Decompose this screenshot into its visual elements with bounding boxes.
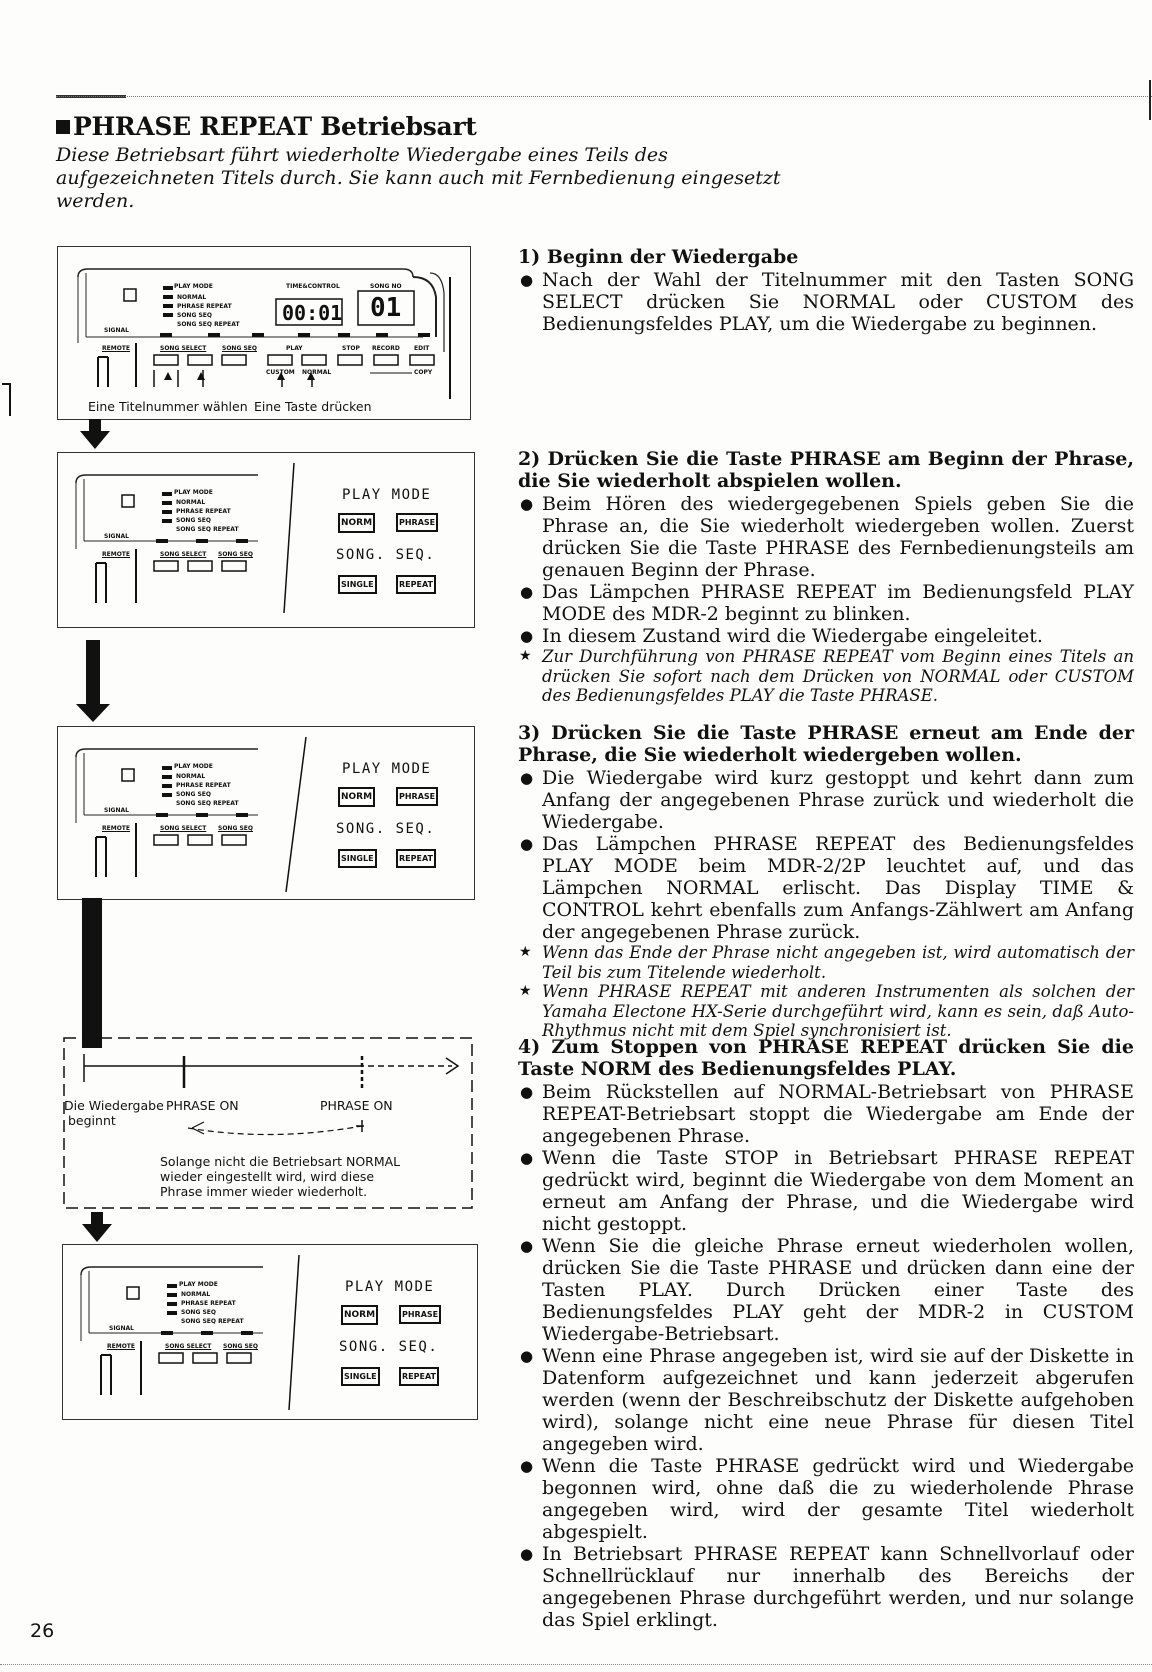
title-square-bullet [56, 120, 70, 134]
panel-label-song-select: SONG SELECT [165, 1343, 212, 1350]
left-margin-mark [0, 380, 14, 420]
right-margin-mark [1149, 80, 1151, 120]
label-phrase-on-1: PHRASE ON [166, 1098, 239, 1113]
phrase-button: PHRASE [396, 513, 438, 532]
play-mode-heading: PLAY MODE [345, 1279, 435, 1295]
norm-button: NORM [338, 787, 375, 807]
vertical-thick-bar [82, 898, 102, 1048]
bottom-rule [0, 1664, 1152, 1665]
panel-label-song-seq-btn: SONG SEQ [218, 825, 253, 832]
panel-label-normal: NORMAL [176, 499, 206, 506]
panel-label-time-control: TIME&CONTROL [286, 283, 340, 290]
diagram-step3-panel [57, 726, 475, 900]
section-1-heading: 1) Beginn der Wiedergabe [518, 246, 799, 268]
section-2-item-1: ● Beim Hören des wiedergegebenen Spiels geben Sie die Phrase an, die Sie wiederholt wiedergeben wollen. Zuerst drücken Sie die Taste PHRASE des Fernbedienungsteils am genauen Beginn der Phrase. [518, 493, 1134, 581]
section-4-item-6: ● In Betriebsart PHRASE REPEAT kann Schnellvorlauf oder Schnellrücklauf nur innerhalb des Bereichs der angegebenen Phrase durchgeführt werden, und nur solange das Spiel erklingt. [518, 1543, 1134, 1631]
panel-label-copy: COPY [414, 369, 433, 376]
panel-label-signal: SIGNAL [104, 327, 129, 334]
diagram-step1-panel [57, 246, 471, 420]
panel-label-play: PLAY [286, 345, 303, 352]
play-mode-heading: PLAY MODE [342, 487, 432, 503]
panel-label-remote: REMOTE [107, 1343, 135, 1350]
panel-label-remote: REMOTE [102, 345, 130, 352]
panel-label-signal: SIGNAL [109, 1325, 134, 1332]
label-playback-starts-2: beginnt [68, 1113, 116, 1128]
panel-label-normal: NORMAL [177, 294, 207, 301]
panel-label-play-mode: PLAY MODE [179, 1281, 218, 1288]
timeline-box [62, 1036, 474, 1210]
panel-label-play-mode: PLAY MODE [174, 489, 213, 496]
panel-label-song-select: SONG SELECT [160, 551, 207, 558]
repeat-button: REPEAT [396, 575, 436, 594]
section-2 [518, 448, 1134, 706]
label-playback-starts-1: Die Wiedergabe [64, 1098, 164, 1113]
panel-label-song-select: SONG SELECT [160, 345, 207, 352]
caption-choose-title: Eine Titelnummer wählen [88, 399, 248, 414]
panel-label-normal: NORMAL [181, 1291, 211, 1298]
song-seq-heading: SONG. SEQ. [336, 821, 436, 837]
panel-label-phrase-repeat: PHRASE REPEAT [176, 782, 231, 789]
section-4-item-1: ● Beim Rückstellen auf NORMAL-Betriebsart von PHRASE REPEAT-Betriebsart stoppt die Wiedergabe am Ende der angegebenen Phrase. [518, 1081, 1134, 1147]
diagram-step4-panel [62, 1244, 478, 1420]
panel-label-song-seq: SONG SEQ [176, 517, 211, 524]
section-2-item-2: ● Das Lämpchen PHRASE REPEAT im Bedienungsfeld PLAY MODE des MDR-2 beginnt zu blinken. [518, 581, 1134, 625]
panel-label-song-seq: SONG SEQ [181, 1309, 216, 1316]
panel-label-song-seq-btn: SONG SEQ [223, 1343, 258, 1350]
panel-label-song-seq-btn: SONG SEQ [218, 551, 253, 558]
panel-label-song-select: SONG SELECT [160, 825, 207, 832]
diagram-step4-drawing [63, 1245, 477, 1419]
diagram-step2-drawing [58, 453, 474, 627]
single-button: SINGLE [338, 849, 377, 868]
song-number-display: 01 [370, 293, 402, 323]
norm-button: NORM [338, 513, 375, 533]
panel-label-remote: REMOTE [102, 551, 130, 558]
top-rule [56, 96, 1152, 97]
small-down-arrow-3 [80, 1212, 114, 1244]
panel-label-song-seq-repeat: SONG SEQ REPEAT [177, 321, 240, 328]
section-3-heading: 3) Drücken Sie die Taste PHRASE erneut am Ende der Phrase, die Sie wiederholt wiedergeben wollen. [518, 722, 1134, 766]
page-title [56, 112, 477, 141]
section-2-note-1: ★ Zur Durchführung von PHRASE REPEAT vom Beginn eines Titels an drücken Sie sofort nach dem Drücken von NORMAL oder CUSTOM des Bedienungsfeldes PLAY die Taste PHRASE. [518, 647, 1134, 706]
section-4-heading: 4) Zum Stoppen von PHRASE REPEAT drücken Sie die Taste NORM des Bedienungsfeldes PLAY. [518, 1036, 1134, 1080]
page-number: 26 [30, 1620, 55, 1642]
single-button: SINGLE [338, 575, 377, 594]
small-down-arrow-1 [78, 419, 112, 451]
section-1 [518, 246, 1134, 335]
panel-label-record: RECORD [372, 345, 400, 352]
repeat-button: REPEAT [399, 1367, 439, 1386]
diagram-step2-panel [57, 452, 475, 628]
section-3 [518, 722, 1134, 1041]
section-3-note-1: ★ Wenn das Ende der Phrase nicht angegeben ist, wird automatisch der Teil bis zum Titelende wiederholt. [518, 943, 1134, 982]
time-display: 00:01 [282, 301, 343, 325]
panel-label-song-no: SONG NO [370, 283, 402, 290]
song-seq-heading: SONG. SEQ. [339, 1339, 439, 1355]
caption-press-key: Eine Taste drücken [254, 399, 372, 414]
panel-label-song-seq-repeat: SONG SEQ REPEAT [181, 1318, 244, 1325]
timeline-note-3: Phrase immer wieder wiederholt. [160, 1184, 368, 1199]
label-phrase-on-2: PHRASE ON [320, 1098, 393, 1113]
single-button: SINGLE [341, 1367, 380, 1386]
repeat-button: REPEAT [396, 849, 436, 868]
section-4-item-3: ● Wenn Sie die gleiche Phrase erneut wiederholen wollen, drücken Sie die Taste PHRASE und drücken dann eine der Tasten PLAY. Durch Drücken einer Taste des Bedienungsfeldes PLAY geht der MDR-2 in CUSTOM Wiedergabe-Betriebsart. [518, 1235, 1134, 1345]
panel-label-song-seq: SONG SEQ [177, 312, 212, 319]
panel-label-normal-btn: NORMAL [302, 369, 332, 376]
panel-label-remote: REMOTE [102, 825, 130, 832]
intro-text: Diese Betriebsart führt wiederholte Wiedergabe eines Teils des aufgezeichneten Titels durch. Sie kann auch mit Fernbedienung eingesetzt werden. [56, 144, 781, 212]
play-mode-heading: PLAY MODE [342, 761, 432, 777]
panel-label-signal: SIGNAL [104, 533, 129, 540]
section-4 [518, 1036, 1134, 1631]
section-2-heading: 2) Drücken Sie die Taste PHRASE am Beginn der Phrase, die Sie wiederholt abspielen wollen. [518, 448, 1134, 492]
page-title-text: PHRASE REPEAT Betriebsart [73, 112, 477, 141]
panel-label-signal: SIGNAL [104, 807, 129, 814]
timeline-note-2: wieder eingestellt wird, wird diese [160, 1169, 375, 1184]
section-3-note-2: ★ Wenn PHRASE REPEAT mit anderen Instrumenten als solchen der Yamaha Electone HX-Serie durchgeführt wird, kann es sein, daß Auto-Rhythmus nicht mit dem Spiel synchronisiert ist. [518, 982, 1134, 1041]
section-4-item-5: ● Wenn die Taste PHRASE gedrückt wird und Wiedergabe begonnen wird, ohne daß die zu wiederholende Phrase angegeben wird, wird der gesamte Titel wiederholt abgespielt. [518, 1455, 1134, 1543]
panel-label-edit: EDIT [414, 345, 430, 352]
section-4-item-4: ● Wenn eine Phrase angegeben ist, wird sie auf der Diskette in Datenform aufgezeichnet und kann jederzeit abgerufen werden (wenn der Beschreibschutz der Diskette aufgehoben wird), solange nicht eine neue Phrase für diesen Titel angegeben wird. [518, 1345, 1134, 1455]
panel-label-play-mode: PLAY MODE [174, 283, 213, 290]
song-seq-heading: SONG. SEQ. [336, 547, 436, 563]
panel-label-phrase-repeat: PHRASE REPEAT [176, 508, 231, 515]
panel-label-song-seq: SONG SEQ [176, 791, 211, 798]
panel-label-normal: NORMAL [176, 773, 206, 780]
phrase-button: PHRASE [396, 787, 438, 806]
timeline-note-1: Solange nicht die Betriebsart NORMAL [160, 1154, 401, 1169]
section-3-item-1: ● Die Wiedergabe wird kurz gestoppt und kehrt dann zum Anfang der angegebenen Phrase zurück und wiederholt die Wiedergabe. [518, 767, 1134, 833]
panel-label-phrase-repeat: PHRASE REPEAT [181, 1300, 236, 1307]
panel-label-stop: STOP [342, 345, 360, 352]
panel-label-play-mode: PLAY MODE [174, 763, 213, 770]
panel-label-phrase-repeat: PHRASE REPEAT [177, 303, 232, 310]
panel-label-song-seq-repeat: SONG SEQ REPEAT [176, 800, 239, 807]
panel-label-custom: CUSTOM [266, 369, 295, 376]
norm-button: NORM [341, 1305, 378, 1325]
section-3-item-2: ● Das Lämpchen PHRASE REPEAT des Bedienungsfeldes PLAY MODE beim MDR-2/2P leuchtet auf, und das Lämpchen NORMAL erlischt. Das Display TIME & CONTROL kehrt ebenfalls zum Anfangs-Zählwert am Anfang der angegebenen Phrase zurück. [518, 833, 1134, 943]
section-2-item-3: ● In diesem Zustand wird die Wiedergabe eingeleitet. [518, 625, 1134, 647]
phrase-button: PHRASE [399, 1305, 441, 1324]
panel-label-song-seq-repeat: SONG SEQ REPEAT [176, 526, 239, 533]
large-down-arrow-2 [76, 640, 112, 724]
section-4-item-2: ● Wenn die Taste STOP in Betriebsart PHRASE REPEAT gedrückt wird, beginnt die Wiedergabe von dem Moment an erneut am Anfang der Phrase, und die Wiedergabe wird nicht gestoppt. [518, 1147, 1134, 1235]
section-1-item-1: ● Nach der Wahl der Titelnummer mit den Tasten SONG SELECT drücken Sie NORMAL oder CUSTOM des Bedienungsfeldes PLAY, um die Wiedergabe zu beginnen. [518, 269, 1134, 335]
panel-label-song-seq-btn: SONG SEQ [222, 345, 257, 352]
